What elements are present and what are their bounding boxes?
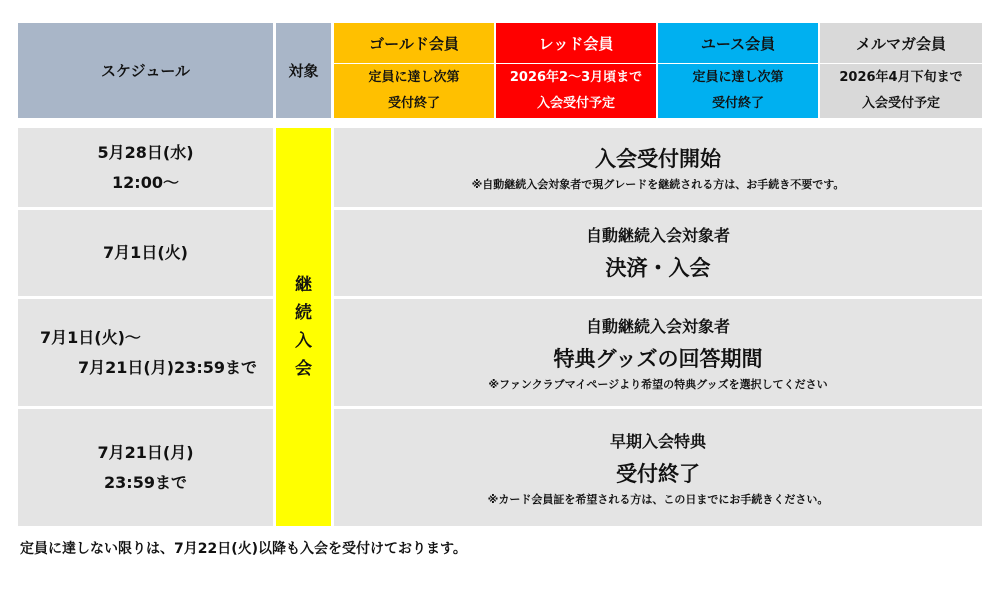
target-char-2: 続	[295, 303, 312, 323]
youth-member-name: ユース会員	[700, 34, 776, 53]
gold-member-header	[334, 23, 494, 63]
row3-date-line2: 7月21日(月)23:59まで	[78, 357, 257, 377]
row2-date-line1: 7月1日(火)	[103, 243, 188, 262]
row3-main: 特典グッズの回答期間	[553, 346, 763, 371]
youth-status-line1: 定員に達し次第	[692, 70, 784, 85]
mailmag-status-line2: 入会受付予定	[861, 96, 940, 111]
youth-member-header	[658, 23, 818, 63]
row3-note: ※ファンクラブマイページより希望の特典グッズを選択してください	[488, 377, 828, 391]
row1-content	[334, 128, 982, 207]
row1-date-line2: 12:00～	[112, 172, 179, 192]
row3-content	[334, 299, 982, 406]
mailmag-status-line1: 2026年4月下旬まで	[839, 70, 963, 85]
row4-date-line2: 23:59まで	[104, 472, 187, 492]
row4-main: 受付終了	[616, 461, 700, 486]
red-member-header	[496, 23, 656, 63]
target-column-continuing	[276, 128, 331, 526]
target-header	[276, 23, 331, 118]
schedule-header-label: スケジュール	[100, 62, 191, 80]
row2-content	[334, 210, 982, 296]
red-status-line2: 入会受付予定	[536, 96, 615, 111]
row4-content	[334, 409, 982, 526]
row4-sub: 早期入会特典	[609, 431, 706, 451]
target-char-4: 会	[295, 359, 312, 379]
row3-date	[18, 299, 273, 406]
row1-note: ※自動継続入会対象者で現グレードを継続される方は、お手続き不要です。	[471, 177, 845, 191]
gold-member-status	[334, 64, 494, 118]
gold-status-line2: 受付終了	[387, 96, 440, 111]
row4-date-line1: 7月21日(月)	[97, 442, 194, 462]
row4-date	[18, 409, 273, 526]
red-member-name: レッド会員	[538, 34, 614, 53]
row2-sub: 自動継続入会対象者	[585, 226, 730, 245]
target-char-1: 継	[295, 275, 312, 295]
schedule-header	[18, 23, 273, 118]
mailmag-member-header	[820, 23, 982, 63]
row1-main: 入会受付開始	[595, 146, 721, 171]
mailmag-member-status	[820, 64, 982, 118]
row2-main: 決済・入会	[605, 256, 711, 280]
row3-date-line1: 7月1日(火)～	[40, 327, 141, 347]
youth-status-line2: 受付終了	[711, 96, 764, 111]
red-status-line1: 2026年2～3月頃まで	[509, 70, 643, 85]
row3-sub: 自動継続入会対象者	[585, 316, 730, 336]
gold-member-name: ゴールド会員	[369, 34, 459, 53]
row1-date	[18, 128, 273, 207]
row1-date-line1: 5月28日(水)	[97, 142, 194, 162]
target-char-3: 入	[295, 331, 312, 351]
target-header-label: 対象	[288, 62, 319, 80]
row4-note: ※カード会員証を希望される方は、この日までにお手続きください。	[487, 492, 829, 506]
youth-member-status	[658, 64, 818, 118]
red-member-status	[496, 64, 656, 118]
row2-date	[18, 210, 273, 296]
gold-status-line1: 定員に達し次第	[368, 70, 460, 85]
footer-note: 定員に達しない限りは、7月22日(火)以降も入会を受付けております。	[20, 541, 467, 557]
mailmag-member-name: メルマガ会員	[855, 34, 946, 53]
